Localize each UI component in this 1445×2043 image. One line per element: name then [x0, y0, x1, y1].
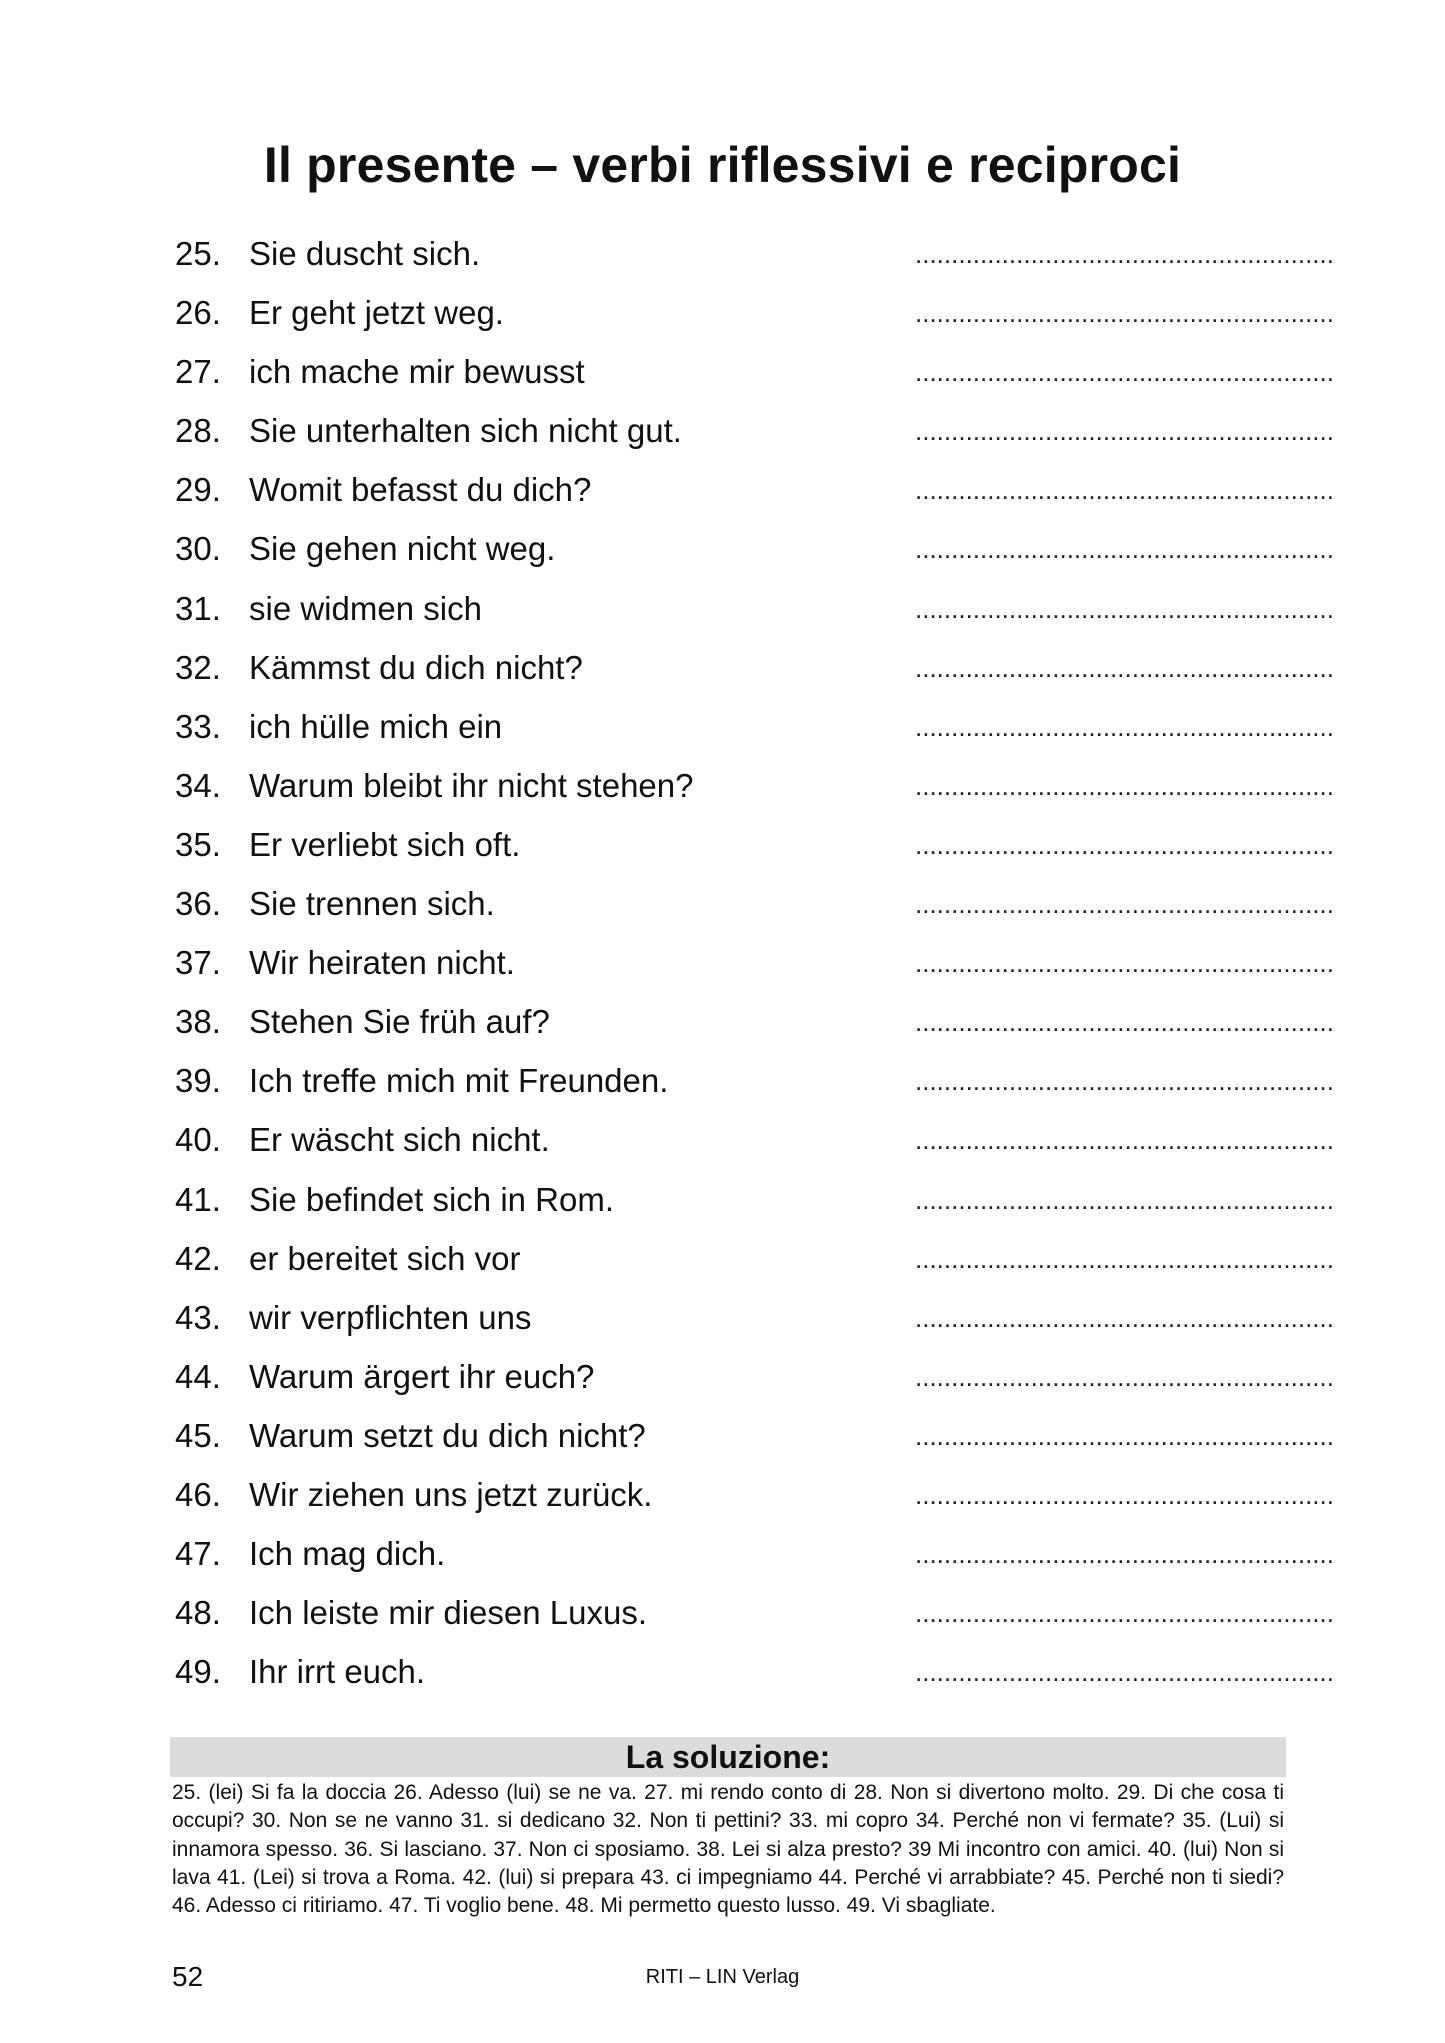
answer-blank: ..........................................................	[915, 1184, 1334, 1215]
exercise-sentence: Ich leiste mir diesen Luxus.	[249, 1594, 648, 1632]
exercise-item	[175, 523, 1334, 582]
exercise-item	[175, 405, 1334, 464]
exercise-sentence: Ich mag dich.	[249, 1535, 446, 1573]
answer-blank: ..........................................................	[915, 652, 1334, 683]
exercise-item	[175, 642, 1334, 701]
exercise-item	[175, 1114, 1334, 1173]
exercise-item	[175, 464, 1334, 523]
exercise-sentence: Sie gehen nicht weg.	[249, 530, 556, 568]
exercise-list	[175, 228, 1334, 1705]
publisher-credit: RITI – LIN Verlag	[645, 1966, 800, 1988]
solution-text: 25. (lei) Si fa la doccia 26. Adesso (lui) se ne va. 27. mi rendo conto di 28. Non si divertono molto. 29. Di che cosa ti occupi? 30. Non se ne vanno 31. si dedicano 32. Non ti pettini? 33. mi copro 34. Perché non vi fermate? 35. (Lui) si innamora spesso. 36. Si lasciano. 37. Non ci sposiamo. 38. Lei si alza presto? 39 Mi incontro con amici. 40. (lui) Non si lava 41. (Lei) si trova a Roma. 42. (lui) si prepara 43. ci impegniamo 44. Perché vi arrabbiate? 45. Perché non ti siedi? 46. Adesso ci ritiriamo. 47. Ti voglio bene. 48. Mi permetto questo lusso. 49. Vi sbagliate.	[172, 1781, 1284, 1918]
exercise-item	[175, 1469, 1334, 1528]
exercise-number: 29.	[175, 471, 221, 509]
exercise-number: 31.	[175, 589, 221, 627]
exercise-number: 25.	[175, 235, 221, 272]
exercise-sentence: ich hülle mich ein	[249, 707, 503, 745]
exercise-item	[175, 1174, 1334, 1233]
exercise-item	[175, 228, 1334, 287]
exercise-sentence: Sie duscht sich.	[249, 235, 481, 272]
exercise-item	[175, 1055, 1334, 1114]
page-title: Il presente – verbi riflessivi e reciproci	[263, 137, 1182, 193]
exercise-sentence: Kämmst du dich nicht?	[249, 648, 583, 686]
exercise-item	[175, 1351, 1334, 1410]
answer-blank: ..........................................................	[915, 593, 1334, 624]
exercise-sentence: Sie unterhalten sich nicht gut.	[249, 412, 682, 450]
exercise-sentence: Warum ärgert ihr euch?	[249, 1357, 595, 1395]
exercise-number: 28.	[175, 412, 221, 450]
answer-blank: ..........................................................	[915, 534, 1334, 565]
exercise-number: 37.	[175, 944, 221, 982]
exercise-number: 48.	[175, 1594, 221, 1632]
answer-blank: ..........................................................	[915, 475, 1334, 506]
exercise-item	[175, 346, 1334, 405]
exercise-number: 26.	[175, 294, 221, 332]
page-number: 52	[172, 1961, 204, 1992]
exercise-item	[175, 1646, 1334, 1705]
exercise-sentence: Warum setzt du dich nicht?	[249, 1416, 646, 1454]
exercise-sentence: Wir heiraten nicht.	[249, 944, 515, 982]
answer-blank: ..........................................................	[915, 1243, 1334, 1274]
answer-blank: ..........................................................	[915, 239, 1334, 269]
answer-blank: ..........................................................	[915, 948, 1334, 979]
exercise-number: 40.	[175, 1121, 221, 1159]
exercise-number: 41.	[175, 1180, 221, 1218]
exercise-sentence: Womit befasst du dich?	[249, 471, 592, 509]
exercise-item	[175, 878, 1334, 937]
answer-blank: ..........................................................	[915, 1657, 1334, 1688]
exercise-number: 39.	[175, 1062, 221, 1100]
exercise-item	[175, 701, 1334, 760]
exercise-sentence: Warum bleibt ihr nicht stehen?	[249, 766, 694, 804]
exercise-number: 33.	[175, 707, 221, 745]
answer-blank: ..........................................................	[915, 1125, 1334, 1156]
answer-blank: ..........................................................	[915, 1007, 1334, 1038]
exercise-item	[175, 1233, 1334, 1292]
exercise-number: 49.	[175, 1653, 221, 1691]
answer-blank: ..........................................................	[915, 1302, 1334, 1333]
exercise-number: 38.	[175, 1003, 221, 1041]
exercise-number: 43.	[175, 1298, 221, 1336]
answer-blank: ..........................................................	[915, 1598, 1334, 1629]
exercise-number: 44.	[175, 1357, 221, 1395]
exercise-item	[175, 1587, 1334, 1646]
exercise-sentence: Ihr irrt euch.	[249, 1653, 426, 1691]
exercise-sentence: Sie trennen sich.	[249, 885, 495, 923]
exercise-number: 46.	[175, 1475, 221, 1513]
answer-blank: ..........................................................	[915, 829, 1334, 860]
exercise-number: 45.	[175, 1416, 221, 1454]
exercise-sentence: wir verpflichten uns	[249, 1298, 532, 1336]
exercise-number: 42.	[175, 1239, 221, 1277]
exercise-item	[175, 1410, 1334, 1469]
exercise-number: 34.	[175, 766, 221, 804]
exercise-sentence: Stehen Sie früh auf?	[249, 1003, 550, 1041]
answer-blank: ..........................................................	[915, 1420, 1334, 1451]
answer-blank: ..........................................................	[915, 298, 1334, 329]
exercise-item	[175, 937, 1334, 996]
answer-blank: ..........................................................	[915, 1539, 1334, 1570]
exercise-item	[175, 1292, 1334, 1351]
exercise-sentence: Er geht jetzt weg.	[249, 294, 504, 332]
exercise-number: 27.	[175, 353, 221, 391]
exercise-item	[175, 996, 1334, 1055]
exercise-item	[175, 1528, 1334, 1587]
solution-heading: La soluzione:	[170, 1737, 1286, 1777]
exercise-sentence: Wir ziehen uns jetzt zurück.	[249, 1475, 653, 1513]
exercise-item	[175, 819, 1334, 878]
answer-blank: ..........................................................	[915, 357, 1334, 388]
exercise-sentence: Ich treffe mich mit Freunden.	[249, 1062, 669, 1100]
exercise-sentence: er bereitet sich vor	[249, 1239, 521, 1277]
exercise-sentence: Er verliebt sich oft.	[249, 825, 521, 863]
answer-blank: ..........................................................	[915, 770, 1334, 801]
answer-blank: ..........................................................	[915, 1479, 1334, 1510]
exercise-sentence: Er wäscht sich nicht.	[249, 1121, 550, 1159]
exercise-number: 30.	[175, 530, 221, 568]
exercise-sentence: Sie befindet sich in Rom.	[249, 1180, 615, 1218]
exercise-item	[175, 760, 1334, 819]
exercise-sentence: ich mache mir bewusst	[249, 353, 585, 391]
exercise-item	[175, 583, 1334, 642]
exercise-sentence: sie widmen sich	[249, 589, 482, 627]
exercise-number: 36.	[175, 885, 221, 923]
exercise-number: 32.	[175, 648, 221, 686]
answer-blank: ..........................................................	[915, 416, 1334, 447]
exercise-item	[175, 287, 1334, 346]
answer-blank: ..........................................................	[915, 1361, 1334, 1392]
exercise-number: 47.	[175, 1535, 221, 1573]
answer-blank: ..........................................................	[915, 711, 1334, 742]
exercise-number: 35.	[175, 825, 221, 863]
answer-blank: ..........................................................	[915, 889, 1334, 920]
answer-blank: ..........................................................	[915, 1066, 1334, 1097]
